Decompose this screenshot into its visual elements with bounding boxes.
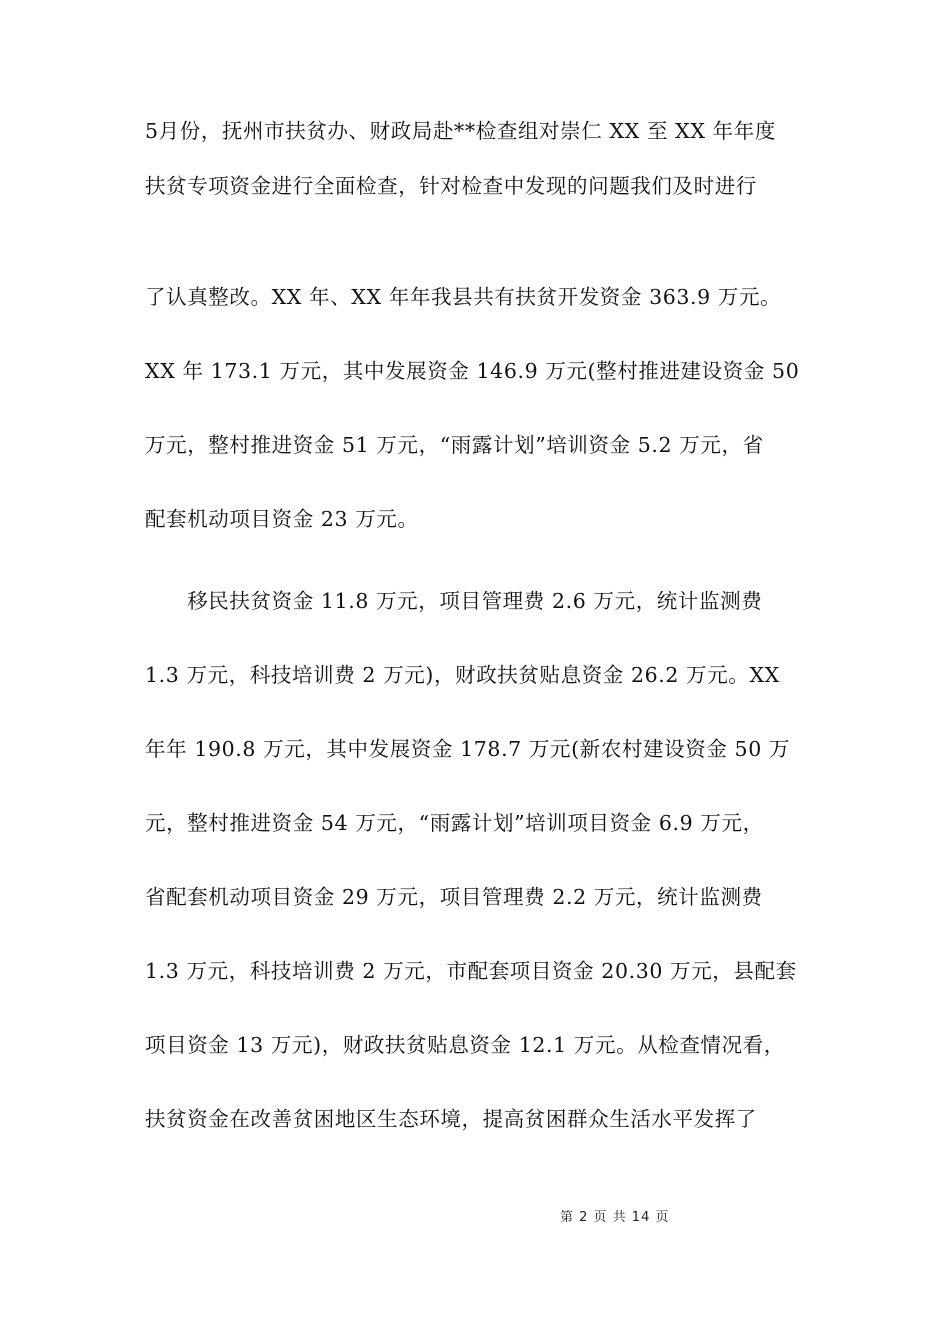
text-line: 项目资金 13 万元)，财政扶贫贴息资金 12.1 万元。从检查情况看， xyxy=(145,1033,785,1057)
text-line: 1.3 万元，科技培训费 2 万元)，财政扶贫贴息资金 26.2 万元。XX xyxy=(145,663,780,687)
text-line: 万元，整村推进资金 51 万元，“雨露计划”培训资金 5.2 万元，省 xyxy=(145,433,764,457)
text-line: 配套机动项目资金 23 万元。 xyxy=(145,507,419,531)
text-line: 扶贫专项资金进行全面检查，针对检查中发现的问题我们及时进行 xyxy=(145,174,757,198)
text-line: 省配套机动项目资金 29 万元，项目管理费 2.2 万元，统计监测费 xyxy=(145,885,763,909)
text-line: 5月份，抚州市扶贫办、财政局赴**检查组对崇仁 XX 至 XX 年年度 xyxy=(145,119,776,143)
text-line: 年年 190.8 万元，其中发展资金 178.7 万元(新农村建设资金 50 万 xyxy=(145,737,791,761)
text-line: 1.3 万元，科技培训费 2 万元，市配套项目资金 20.30 万元，县配套 xyxy=(145,959,797,983)
text-line: XX 年 173.1 万元，其中发展资金 146.9 万元(整村推进建设资金 50 xyxy=(145,359,800,383)
page-number-footer: 第 2 页 共 14 页 xyxy=(560,1210,670,1225)
text-line: 了认真整改。XX 年、XX 年年我县共有扶贫开发资金 363.9 万元。 xyxy=(145,285,782,309)
text-line: 扶贫资金在改善贫困地区生态环境，提高贫困群众生活水平发挥了 xyxy=(145,1107,757,1131)
text-line: 移民扶贫资金 11.8 万元，项目管理费 2.6 万元，统计监测费 xyxy=(145,589,763,613)
text-line: 元，整村推进资金 54 万元，“雨露计划”培训项目资金 6.9 万元， xyxy=(145,811,764,835)
